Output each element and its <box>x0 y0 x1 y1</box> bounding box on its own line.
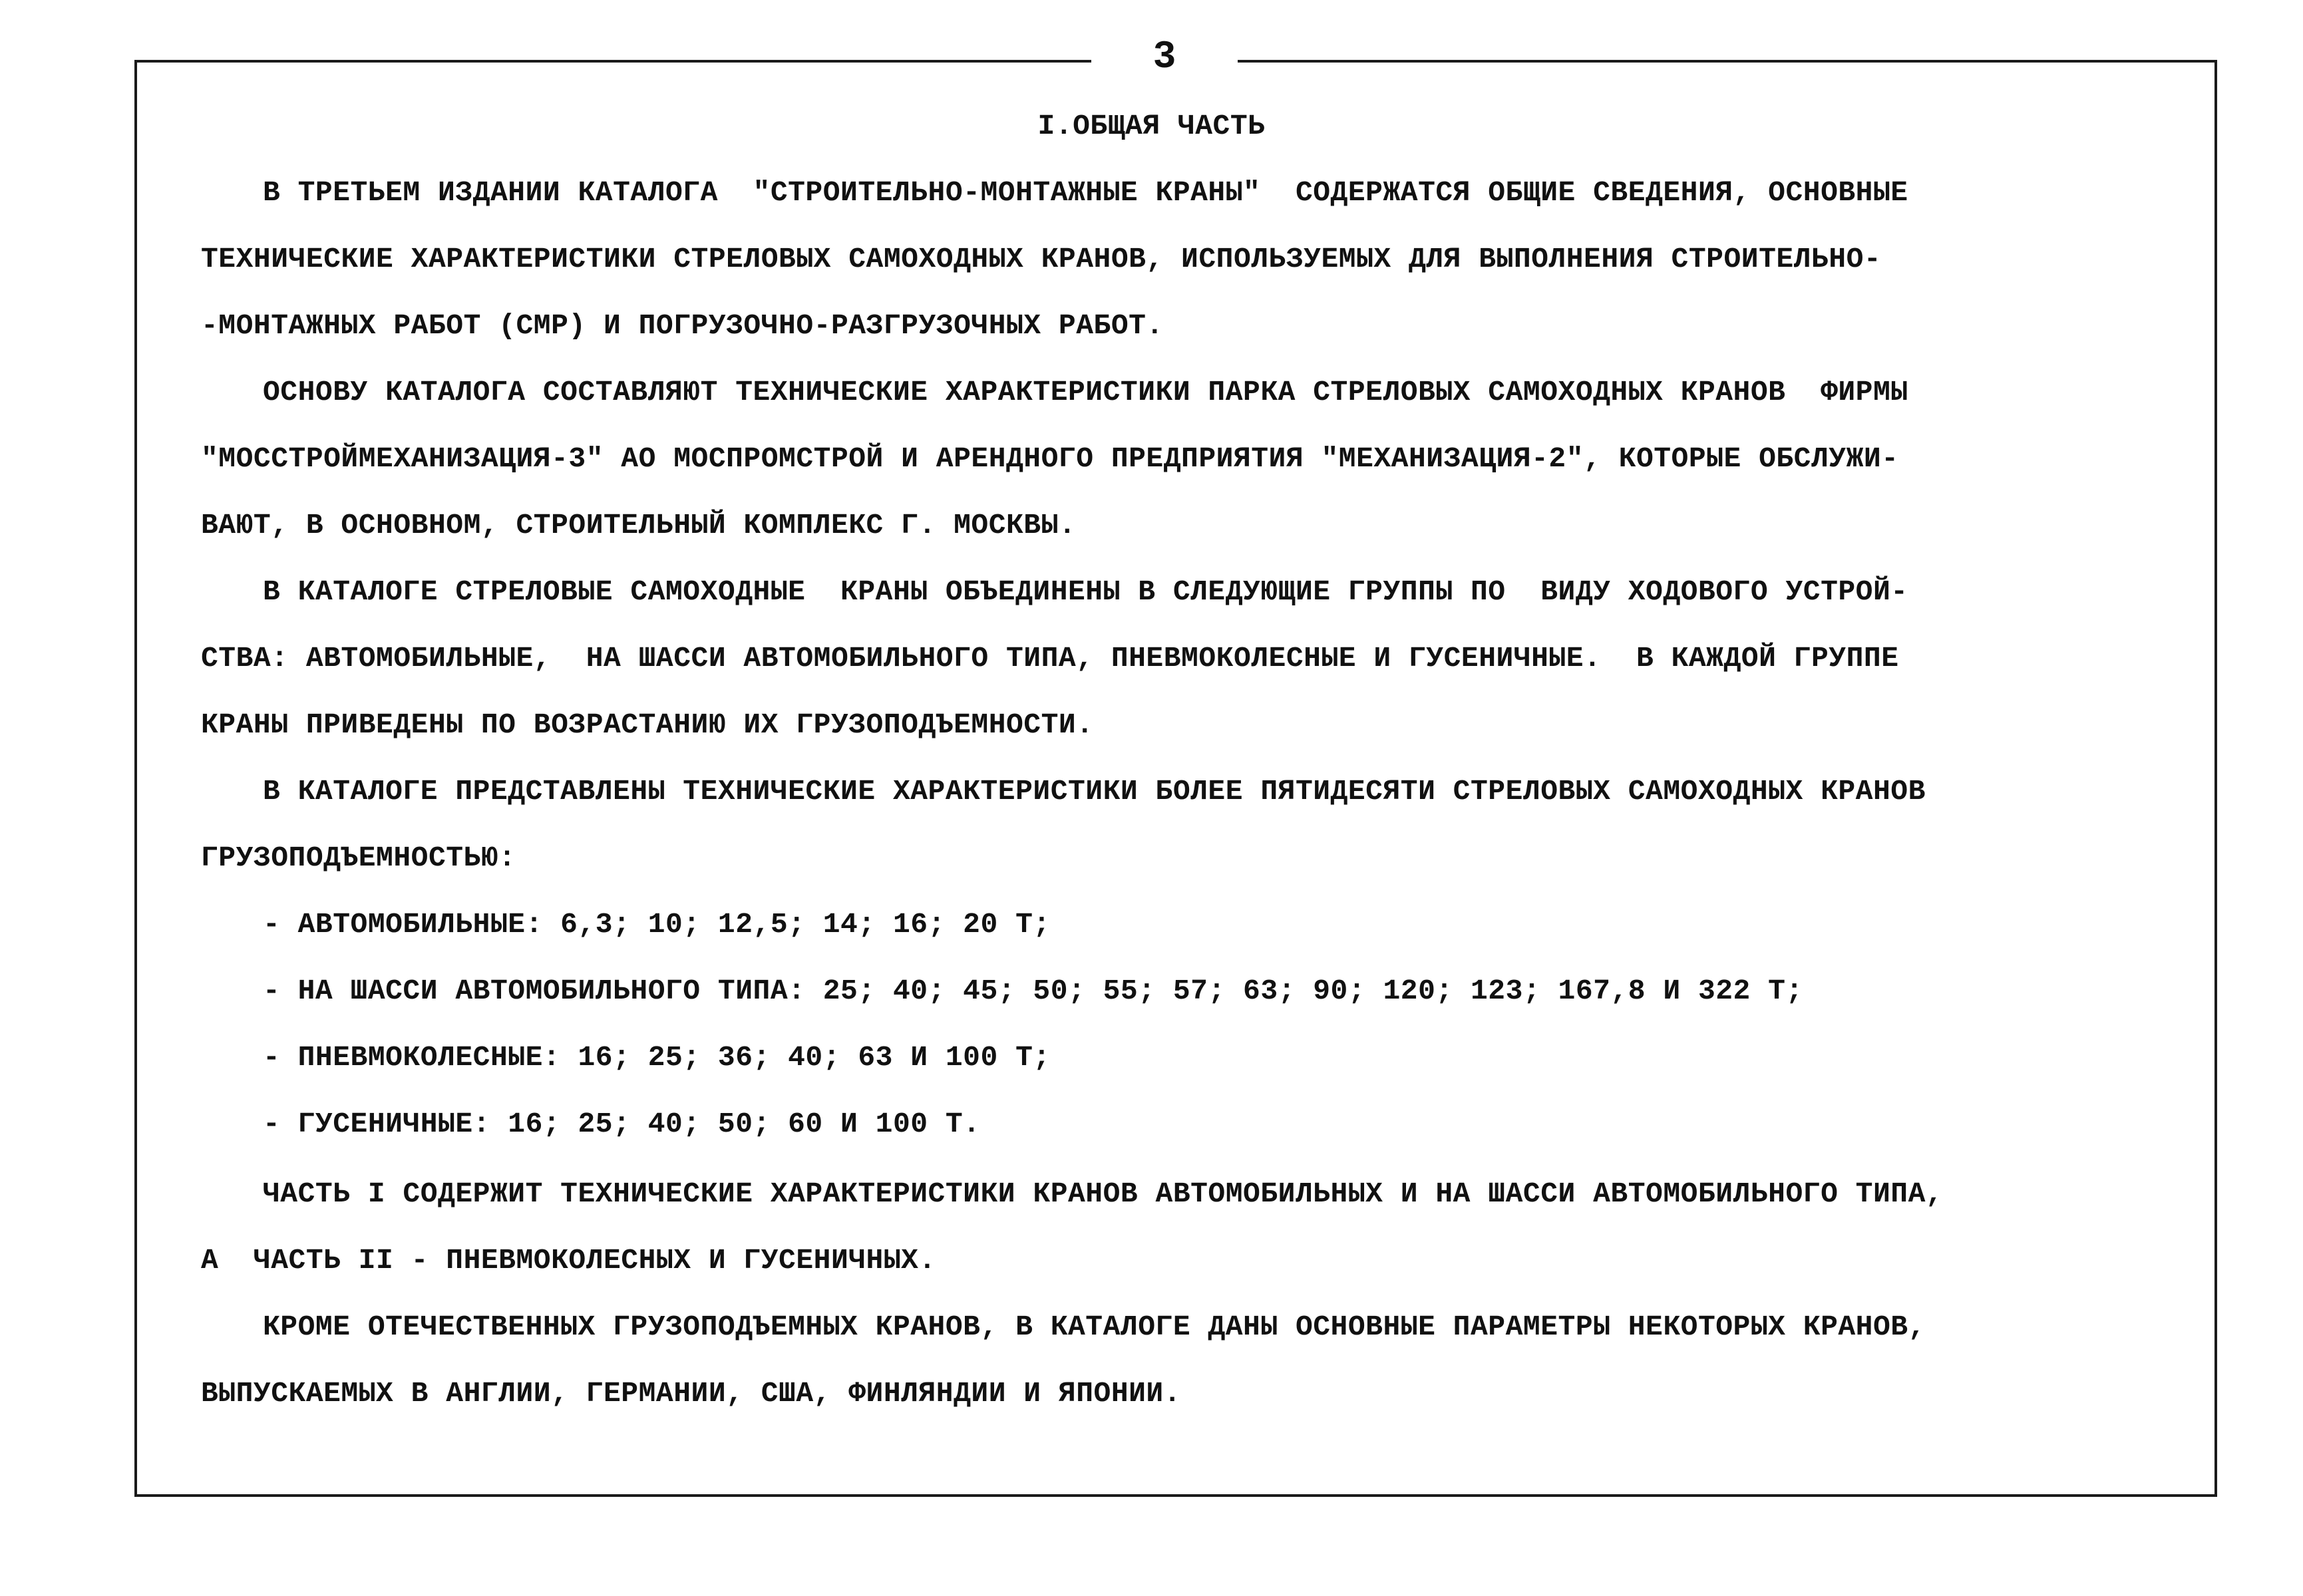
paragraph-4-line-1: В КАТАЛОГЕ ПРЕДСТАВЛЕНЫ ТЕХНИЧЕСКИЕ ХАРАКТЕРИСТИКИ БОЛЕЕ ПЯТИДЕСЯТИ СТРЕЛОВЫХ САМОХОДНЫХ КРАНОВ <box>263 775 1926 808</box>
list-item-crawler: - ГУСЕНИЧНЫЕ: 16; 25; 40; 50; 60 И 100 Т. <box>263 1108 981 1140</box>
paragraph-4-line-2: ГРУЗОПОДЪЕМНОСТЬЮ: <box>201 842 516 874</box>
paragraph-2-line-1: ОСНОВУ КАТАЛОГА СОСТАВЛЯЮТ ТЕХНИЧЕСКИЕ ХАРАКТЕРИСТИКИ ПАРКА СТРЕЛОВЫХ САМОХОДНЫХ КРАНОВ ФИРМЫ <box>263 376 1908 408</box>
paragraph-3-line-2: СТВА: АВТОМОБИЛЬНЫЕ, НА ШАССИ АВТОМОБИЛЬНОГО ТИПА, ПНЕВМОКОЛЕСНЫЕ И ГУСЕНИЧНЫЕ. В КАЖДОЙ ГРУППЕ <box>201 642 1899 675</box>
section-title: I.ОБЩАЯ ЧАСТЬ <box>1037 110 1266 142</box>
paragraph-3-line-3: КРАНЫ ПРИВЕДЕНЫ ПО ВОЗРАСТАНИЮ ИХ ГРУЗОПОДЪЕМНОСТИ. <box>201 709 1094 741</box>
closing-1-line-1: ЧАСТЬ I СОДЕРЖИТ ТЕХНИЧЕСКИЕ ХАРАКТЕРИСТИКИ КРАНОВ АВТОМОБИЛЬНЫХ И НА ШАССИ АВТОМОБИЛЬНОГО ТИПА, <box>263 1178 1944 1210</box>
closing-1-line-2: А ЧАСТЬ II - ПНЕВМОКОЛЕСНЫХ И ГУСЕНИЧНЫХ. <box>201 1244 936 1277</box>
closing-2-line-2: ВЫПУСКАЕМЫХ В АНГЛИИ, ГЕРМАНИИ, США, ФИНЛЯНДИИ И ЯПОНИИ. <box>201 1377 1182 1410</box>
paragraph-2-line-3: ВАЮТ, В ОСНОВНОМ, СТРОИТЕЛЬНЫЙ КОМПЛЕКС Г. МОСКВЫ. <box>201 509 1077 542</box>
closing-2-line-1: КРОМЕ ОТЕЧЕСТВЕННЫХ ГРУЗОПОДЪЕМНЫХ КРАНОВ, В КАТАЛОГЕ ДАНЫ ОСНОВНЫЕ ПАРАМЕТРЫ НЕКОТОРЫХ КРАНОВ, <box>263 1311 1926 1343</box>
paragraph-1-line-1: В ТРЕТЬЕМ ИЗДАНИИ КАТАЛОГА "СТРОИТЕЛЬНО-МОНТАЖНЫЕ КРАНЫ" СОДЕРЖАТСЯ ОБЩИЕ СВЕДЕНИЯ, ОСНОВНЫЕ <box>263 176 1908 209</box>
list-item-automobile-chassis: - НА ШАССИ АВТОМОБИЛЬНОГО ТИПА: 25; 40; 45; 50; 55; 57; 63; 90; 120; 123; 167,8 И 322 Т; <box>263 975 1803 1007</box>
paragraph-1-line-2: ТЕХНИЧЕСКИЕ ХАРАКТЕРИСТИКИ СТРЕЛОВЫХ САМОХОДНЫХ КРАНОВ, ИСПОЛЬЗУЕМЫХ ДЛЯ ВЫПОЛНЕНИЯ СТРОИТЕЛЬНО- <box>201 243 1882 275</box>
paragraph-3-line-1: В КАТАЛОГЕ СТРЕЛОВЫЕ САМОХОДНЫЕ КРАНЫ ОБЪЕДИНЕНЫ В СЛЕДУЮЩИЕ ГРУППЫ ПО ВИДУ ХОДОВОГО УСТРОЙ- <box>263 575 1908 608</box>
page-number: 3 <box>1152 36 1176 79</box>
paragraph-2-line-2: "МОССТРОЙМЕХАНИЗАЦИЯ-3" АО МОСПРОМСТРОЙ И АРЕНДНОГО ПРЕДПРИЯТИЯ "МЕХАНИЗАЦИЯ-2", КОТОРЫЕ ОБСЛУЖИ- <box>201 442 1899 475</box>
list-item-automobile: - АВТОМОБИЛЬНЫЕ: 6,3; 10; 12,5; 14; 16; 20 Т; <box>263 908 1051 941</box>
paragraph-1-line-3: -МОНТАЖНЫХ РАБОТ (СМР) И ПОГРУЗОЧНО-РАЗГРУЗОЧНЫХ РАБОТ. <box>201 309 1164 342</box>
list-item-pneumatic: - ПНЕВМОКОЛЕСНЫЕ: 16; 25; 36; 40; 63 И 100 Т; <box>263 1041 1051 1074</box>
